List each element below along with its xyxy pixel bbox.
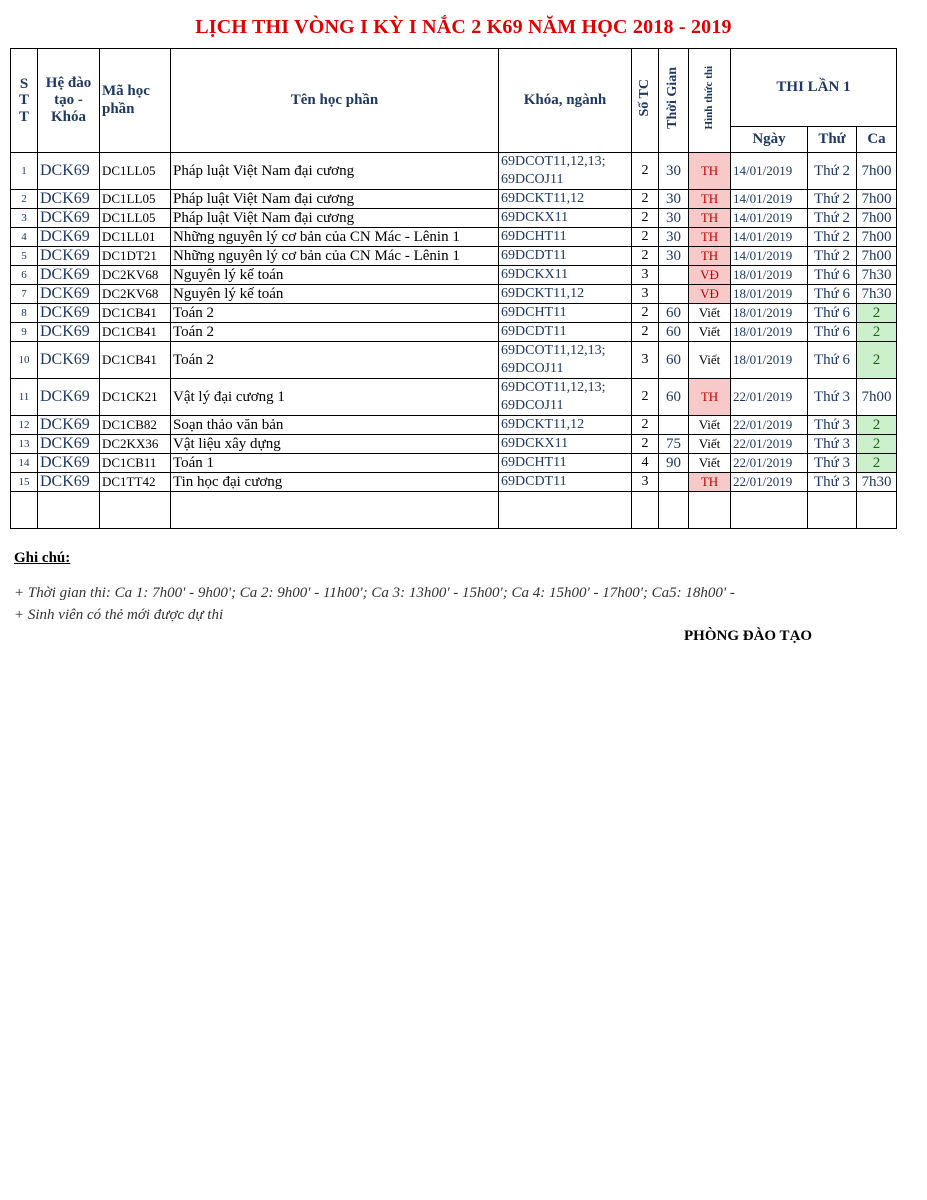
he-dao-tao-cell: DCK69 [38, 247, 100, 266]
note-student-card: + Sinh viên có thẻ mới được dự thi [14, 607, 224, 623]
so-tc-cell: 3 [632, 473, 659, 492]
khoa-nganh-cell: 69DCKX11 [499, 209, 632, 228]
ngay-cell: 18/01/2019 [731, 323, 808, 342]
table-row [11, 454, 897, 473]
hinh-thuc-cell: TH [689, 379, 731, 416]
so-tc-cell: 2 [632, 209, 659, 228]
thoi-gian-cell: 90 [659, 454, 689, 473]
he-dao-tao-cell: DCK69 [38, 323, 100, 342]
thu-cell: Thứ 6 [808, 304, 857, 323]
ca-cell: 7h30 [857, 266, 897, 285]
stt-cell: 2 [11, 190, 38, 209]
table-row [11, 209, 897, 228]
khoa-nganh-cell: 69DCKT11,12 [499, 285, 632, 304]
ma-hoc-phan-cell: DC1CB11 [100, 454, 171, 473]
table-row [11, 266, 897, 285]
empty-cell [171, 492, 499, 529]
hinh-thuc-cell: TH [689, 153, 731, 190]
ngay-cell: 22/01/2019 [731, 416, 808, 435]
empty-cell [11, 492, 38, 529]
ma-hoc-phan-cell: DC2KV68 [100, 285, 171, 304]
thu-cell: Thứ 3 [808, 379, 857, 416]
khoa-nganh-cell: 69DCKX11 [499, 266, 632, 285]
ma-hoc-phan-cell: DC1LL05 [100, 190, 171, 209]
so-tc-cell: 3 [632, 285, 659, 304]
stt-cell: 3 [11, 209, 38, 228]
khoa-nganh-cell: 69DCKT11,12 [499, 190, 632, 209]
he-dao-tao-cell: DCK69 [38, 435, 100, 454]
page-title: LỊCH THI VÒNG I KỲ I NẮC 2 K69 NĂM HỌC 2018 - 2019 [195, 16, 732, 38]
empty-cell [731, 492, 808, 529]
header-thu: Thứ [808, 127, 857, 153]
stt-cell: 7 [11, 285, 38, 304]
thoi-gian-cell [659, 266, 689, 285]
ten-hoc-phan-cell: Tin học đại cương [171, 473, 499, 492]
ten-hoc-phan-cell: Vật lý đại cương 1 [171, 379, 499, 416]
ma-hoc-phan-cell: DC1LL01 [100, 228, 171, 247]
exam-schedule-table [10, 48, 897, 529]
ten-hoc-phan-cell: Toán 2 [171, 342, 499, 379]
so-tc-cell: 2 [632, 416, 659, 435]
he-dao-tao-cell: DCK69 [38, 416, 100, 435]
hinh-thuc-cell: Viết [689, 342, 731, 379]
ten-hoc-phan-cell: Soạn thảo văn bản [171, 416, 499, 435]
thoi-gian-cell: 60 [659, 342, 689, 379]
thu-cell: Thứ 6 [808, 285, 857, 304]
thu-cell: Thứ 6 [808, 323, 857, 342]
table-row [11, 304, 897, 323]
ten-hoc-phan-cell: Những nguyên lý cơ bản của CN Mác - Lênin 1 [171, 247, 499, 266]
thoi-gian-cell: 75 [659, 435, 689, 454]
header-thoi-gian [659, 49, 689, 153]
hinh-thuc-cell: VĐ [689, 285, 731, 304]
table-row [11, 228, 897, 247]
table-row [11, 342, 897, 379]
khoa-nganh-cell: 69DCHT11 [499, 454, 632, 473]
ten-hoc-phan-cell: Vật liệu xây dựng [171, 435, 499, 454]
hinh-thuc-cell: TH [689, 209, 731, 228]
ma-hoc-phan-cell: DC1CB41 [100, 304, 171, 323]
ten-hoc-phan-cell: Pháp luật Việt Nam đại cương [171, 209, 499, 228]
note-exam-times: + Thời gian thi: Ca 1: 7h00' - 9h00'; Ca 2: 9h00' - 11h00'; Ca 3: 13h00' - 15h00'; Ca 4: 15h00' - 17h00'; Ca5: 18h00' - [14, 585, 735, 601]
khoa-nganh-cell: 69DCDT11 [499, 323, 632, 342]
so-tc-cell: 2 [632, 190, 659, 209]
ca-cell: 7h30 [857, 285, 897, 304]
empty-cell [499, 492, 632, 529]
stt-cell: 13 [11, 435, 38, 454]
ngay-cell: 18/01/2019 [731, 342, 808, 379]
header-khoa-nganh: Khóa, ngành [499, 49, 632, 153]
he-dao-tao-cell: DCK69 [38, 153, 100, 190]
ngay-cell: 22/01/2019 [731, 435, 808, 454]
ten-hoc-phan-cell: Nguyên lý kế toán [171, 285, 499, 304]
stt-cell: 12 [11, 416, 38, 435]
thu-cell: Thứ 3 [808, 416, 857, 435]
stt-cell: 8 [11, 304, 38, 323]
hinh-thuc-cell: TH [689, 228, 731, 247]
notes-label: Ghi chú: [14, 550, 71, 566]
stt-cell: 15 [11, 473, 38, 492]
thu-cell: Thứ 3 [808, 454, 857, 473]
ten-hoc-phan-cell: Toán 1 [171, 454, 499, 473]
ten-hoc-phan-cell: Pháp luật Việt Nam đại cương [171, 190, 499, 209]
ma-hoc-phan-cell: DC1CB41 [100, 323, 171, 342]
ca-cell: 2 [857, 323, 897, 342]
khoa-nganh-cell: 69DCKT11,12 [499, 416, 632, 435]
thu-cell: Thứ 6 [808, 266, 857, 285]
signature-office: PHÒNG ĐÀO TẠO [684, 628, 813, 644]
ngay-cell: 18/01/2019 [731, 285, 808, 304]
thoi-gian-cell: 30 [659, 247, 689, 266]
ma-hoc-phan-cell: DC2KV68 [100, 266, 171, 285]
so-tc-cell: 2 [632, 153, 659, 190]
so-tc-label: Số TC [636, 79, 652, 117]
so-tc-cell: 3 [632, 342, 659, 379]
khoa-nganh-cell: 69DCDT11 [499, 247, 632, 266]
empty-cell [808, 492, 857, 529]
header-ten-hoc-phan: Tên học phần [171, 49, 499, 153]
stt-cell: 11 [11, 379, 38, 416]
so-tc-cell: 3 [632, 266, 659, 285]
ngay-cell: 22/01/2019 [731, 379, 808, 416]
he-dao-tao-cell: DCK69 [38, 190, 100, 209]
ma-hoc-phan-cell: DC1TT42 [100, 473, 171, 492]
header-stt [11, 49, 38, 153]
ten-hoc-phan-cell: Toán 2 [171, 323, 499, 342]
table-row [11, 153, 897, 190]
thoi-gian-label: Thời Gian [665, 66, 681, 129]
thu-cell: Thứ 3 [808, 435, 857, 454]
ma-hoc-phan-cell: DC1LL05 [100, 153, 171, 190]
hinh-thuc-cell: Viết [689, 454, 731, 473]
thu-cell: Thứ 2 [808, 228, 857, 247]
stt-cell: 5 [11, 247, 38, 266]
stt-cell: 6 [11, 266, 38, 285]
thoi-gian-cell [659, 285, 689, 304]
empty-row [11, 492, 897, 529]
ca-cell: 7h00 [857, 190, 897, 209]
khoa-nganh-cell: 69DCHT11 [499, 304, 632, 323]
header-he-dao-tao: Hệ đào tạo - Khóa [38, 49, 100, 153]
ngay-cell: 14/01/2019 [731, 247, 808, 266]
ma-hoc-phan-cell: DC1LL05 [100, 209, 171, 228]
stt-cell: 9 [11, 323, 38, 342]
thoi-gian-cell: 60 [659, 323, 689, 342]
table-row [11, 285, 897, 304]
khoa-nganh-cell: 69DCOT11,12,13; 69DCOJ11 [499, 342, 632, 379]
table-row [11, 416, 897, 435]
hinh-thuc-cell: TH [689, 190, 731, 209]
stt-cell: 1 [11, 153, 38, 190]
empty-cell [38, 492, 100, 529]
table-row [11, 323, 897, 342]
thoi-gian-cell [659, 473, 689, 492]
hinh-thuc-cell: VĐ [689, 266, 731, 285]
table-row [11, 190, 897, 209]
ngay-cell: 22/01/2019 [731, 473, 808, 492]
ca-cell: 7h30 [857, 473, 897, 492]
ca-cell: 7h00 [857, 228, 897, 247]
so-tc-cell: 2 [632, 228, 659, 247]
ngay-cell: 14/01/2019 [731, 153, 808, 190]
ma-hoc-phan-cell: DC1CB41 [100, 342, 171, 379]
ca-cell: 2 [857, 454, 897, 473]
ma-hoc-phan-cell: DC2KX36 [100, 435, 171, 454]
hinh-thuc-cell: Viết [689, 416, 731, 435]
empty-cell [689, 492, 731, 529]
khoa-nganh-cell: 69DCHT11 [499, 228, 632, 247]
ca-cell: 7h00 [857, 153, 897, 190]
ca-cell: 7h00 [857, 379, 897, 416]
thu-cell: Thứ 2 [808, 190, 857, 209]
table-row [11, 473, 897, 492]
stt-cell: 4 [11, 228, 38, 247]
ngay-cell: 18/01/2019 [731, 304, 808, 323]
stt-cell: 10 [11, 342, 38, 379]
hinh-thuc-label: Hình thức thi [703, 66, 716, 130]
he-dao-tao-cell: DCK69 [38, 228, 100, 247]
ten-hoc-phan-cell: Pháp luật Việt Nam đại cương [171, 153, 499, 190]
so-tc-cell: 2 [632, 323, 659, 342]
he-dao-tao-cell: DCK69 [38, 342, 100, 379]
he-dao-tao-cell: DCK69 [38, 454, 100, 473]
empty-cell [857, 492, 897, 529]
hinh-thuc-cell: TH [689, 247, 731, 266]
thoi-gian-cell: 30 [659, 190, 689, 209]
ca-cell: 7h00 [857, 247, 897, 266]
ten-hoc-phan-cell: Những nguyên lý cơ bản của CN Mác - Lênin 1 [171, 228, 499, 247]
header-hinh-thuc-thi [689, 49, 731, 153]
thoi-gian-cell: 30 [659, 209, 689, 228]
header-ngay: Ngày [731, 127, 808, 153]
header-ca: Ca [857, 127, 897, 153]
so-tc-cell: 4 [632, 454, 659, 473]
khoa-nganh-cell: 69DCKX11 [499, 435, 632, 454]
ngay-cell: 18/01/2019 [731, 266, 808, 285]
he-dao-tao-cell: DCK69 [38, 304, 100, 323]
thu-cell: Thứ 3 [808, 473, 857, 492]
empty-cell [100, 492, 171, 529]
so-tc-cell: 2 [632, 304, 659, 323]
thu-cell: Thứ 2 [808, 209, 857, 228]
hinh-thuc-cell: Viết [689, 435, 731, 454]
ca-cell: 2 [857, 435, 897, 454]
so-tc-cell: 2 [632, 379, 659, 416]
ngay-cell: 14/01/2019 [731, 228, 808, 247]
khoa-nganh-cell: 69DCDT11 [499, 473, 632, 492]
ca-cell: 2 [857, 416, 897, 435]
hinh-thuc-cell: Viết [689, 304, 731, 323]
thu-cell: Thứ 2 [808, 153, 857, 190]
thu-cell: Thứ 6 [808, 342, 857, 379]
header-so-tc [632, 49, 659, 153]
stt-cell: 14 [11, 454, 38, 473]
he-dao-tao-cell: DCK69 [38, 379, 100, 416]
thoi-gian-cell: 30 [659, 228, 689, 247]
ngay-cell: 22/01/2019 [731, 454, 808, 473]
thoi-gian-cell [659, 416, 689, 435]
hinh-thuc-cell: Viết [689, 323, 731, 342]
ngay-cell: 14/01/2019 [731, 190, 808, 209]
thoi-gian-cell: 30 [659, 153, 689, 190]
table-row [11, 379, 897, 416]
ten-hoc-phan-cell: Toán 2 [171, 304, 499, 323]
khoa-nganh-cell: 69DCOT11,12,13; 69DCOJ11 [499, 153, 632, 190]
hinh-thuc-cell: TH [689, 473, 731, 492]
header-ma-hoc-phan: Mã học phần [100, 49, 171, 153]
he-dao-tao-cell: DCK69 [38, 285, 100, 304]
he-dao-tao-cell: DCK69 [38, 209, 100, 228]
ca-cell: 7h00 [857, 209, 897, 228]
ca-cell: 2 [857, 342, 897, 379]
table-row [11, 247, 897, 266]
he-dao-tao-cell: DCK69 [38, 266, 100, 285]
he-dao-tao-cell: DCK69 [38, 473, 100, 492]
ma-hoc-phan-cell: DC1CB82 [100, 416, 171, 435]
khoa-nganh-cell: 69DCOT11,12,13; 69DCOJ11 [499, 379, 632, 416]
empty-cell [632, 492, 659, 529]
table-body [11, 153, 897, 529]
ca-cell: 2 [857, 304, 897, 323]
thu-cell: Thứ 2 [808, 247, 857, 266]
ma-hoc-phan-cell: DC1CK21 [100, 379, 171, 416]
table-row [11, 435, 897, 454]
ma-hoc-phan-cell: DC1DT21 [100, 247, 171, 266]
thoi-gian-cell: 60 [659, 379, 689, 416]
header-thi-lan-1: THI LẦN 1 [731, 49, 897, 127]
ngay-cell: 14/01/2019 [731, 209, 808, 228]
stt-label: S T T [18, 75, 29, 125]
thoi-gian-cell: 60 [659, 304, 689, 323]
so-tc-cell: 2 [632, 435, 659, 454]
ten-hoc-phan-cell: Nguyên lý kế toán [171, 266, 499, 285]
empty-cell [659, 492, 689, 529]
so-tc-cell: 2 [632, 247, 659, 266]
